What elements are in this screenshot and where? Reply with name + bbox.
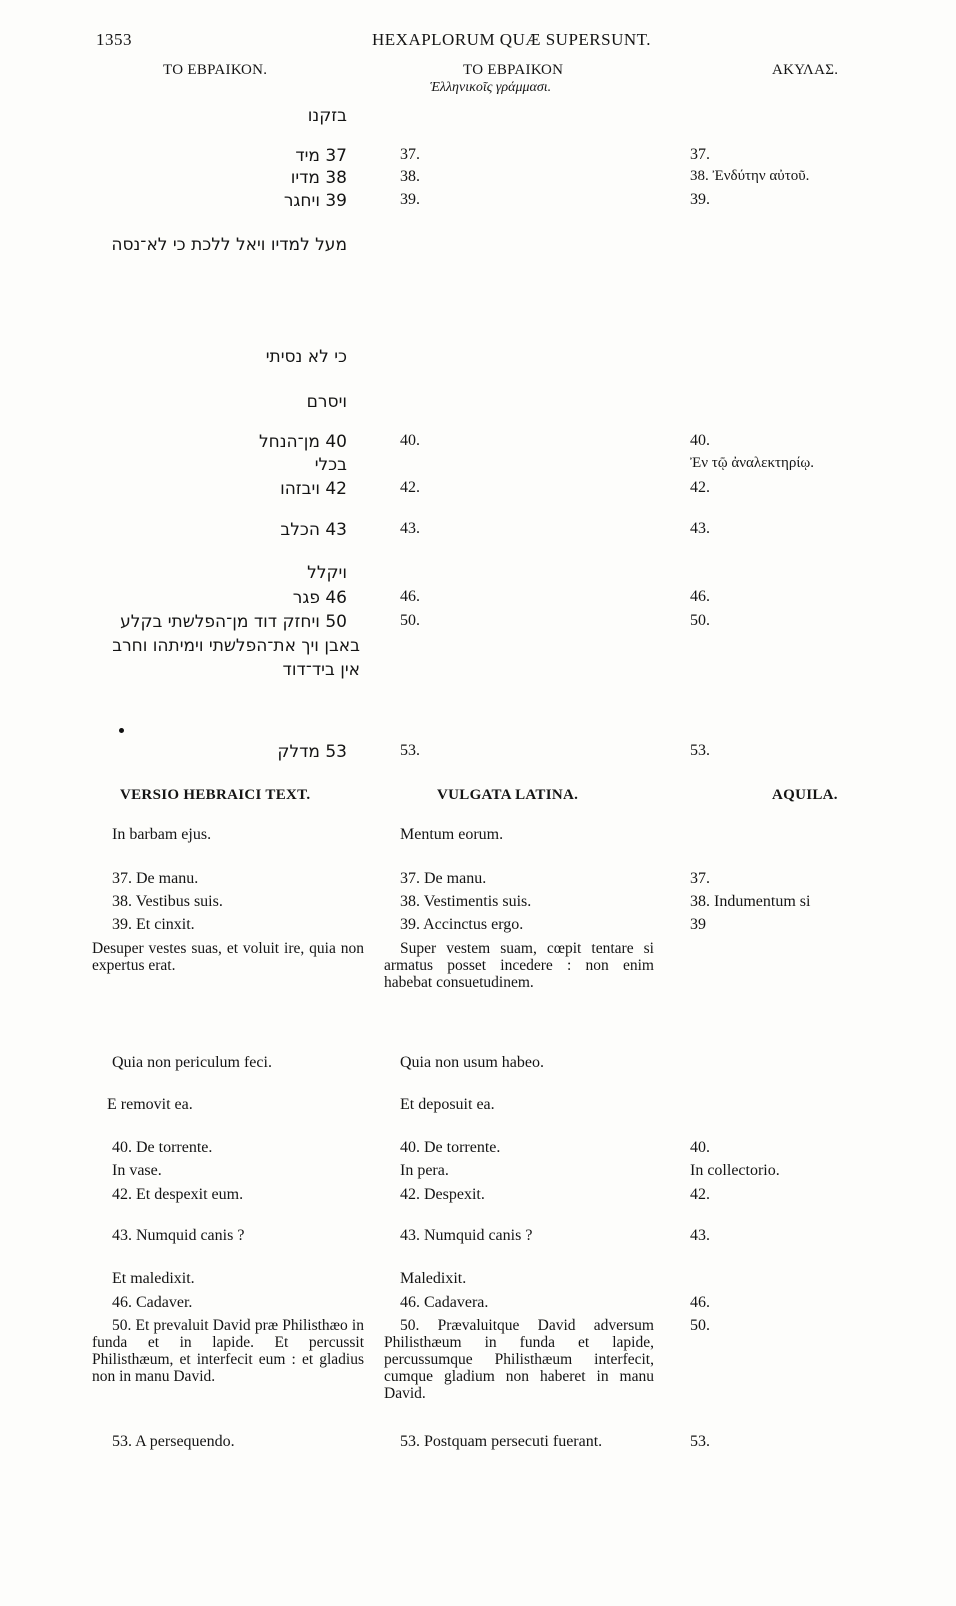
- versio-line: 43. Numquid canis ?: [112, 1227, 245, 1244]
- aquila-latin-line: 53.: [690, 1433, 710, 1450]
- vulgata-line: Super vestem suam, cœpit tentare si armatus posset incedere : non enim habebat consuetudinem.: [384, 940, 654, 991]
- aquila-latin-line: 42.: [690, 1186, 710, 1203]
- col-hebrew-title: ΤΟ ΕΒΡΑΙΚΟΝ.: [163, 62, 268, 78]
- translit-verse-number: 42.: [400, 479, 420, 496]
- hebrew-line: 50 ויחזק דוד מן־הפלשתי בקלע: [120, 612, 347, 632]
- hebrew-line: בכלי: [314, 455, 347, 475]
- translit-verse-number: 43.: [400, 520, 420, 537]
- aquila-latin-line: 37.: [690, 870, 710, 887]
- hebrew-line: כי לא נסיתי: [265, 347, 347, 367]
- translit-verse-number: 37.: [400, 146, 420, 163]
- vulgata-line: Mentum eorum.: [400, 826, 504, 843]
- aquila-latin-line: 43.: [690, 1227, 710, 1244]
- hebrew-line: ויקלל: [307, 563, 347, 583]
- ink-dot: [119, 728, 124, 733]
- vulgata-line: In pera.: [400, 1162, 449, 1179]
- hebrew-line: 53 מדלק: [277, 742, 347, 762]
- aquila-latin-line: 38. Indumentum si: [690, 893, 811, 910]
- translit-verse-number: 53.: [400, 742, 420, 759]
- versio-line: 53. A persequendo.: [112, 1433, 235, 1450]
- translit-verse-number: 46.: [400, 588, 420, 605]
- hebrew-line: 46 פגר: [292, 588, 347, 608]
- hebrew-line: 43 הכלב: [280, 520, 347, 540]
- aquila-latin-line: 50.: [690, 1317, 710, 1334]
- aquila-latin-line: 46.: [690, 1294, 710, 1311]
- versio-line: 42. Et despexit eum.: [112, 1186, 244, 1203]
- versio-line: In vase.: [112, 1162, 162, 1179]
- aquila-line: 38. Ἐνδύτην αὐτοῦ.: [690, 168, 810, 184]
- col-versio-title: VERSIO HEBRAICI TEXT.: [120, 787, 311, 803]
- translit-verse-number: 39.: [400, 191, 420, 208]
- vulgata-line: 42. Despexit.: [400, 1186, 485, 1203]
- vulgata-line: Quia non usum habeo.: [400, 1054, 544, 1071]
- hebrew-line: 39 ויחגר: [283, 191, 347, 211]
- hebrew-line: 42 ויבזהו: [280, 479, 347, 499]
- hebrew-line: בזקנו: [307, 106, 347, 126]
- translit-verse-number: 40.: [400, 432, 420, 449]
- aquila-latin-line: 39: [690, 916, 706, 933]
- running-title: HEXAPLORUM QUÆ SUPERSUNT.: [372, 30, 652, 49]
- aquila-line: 40.: [690, 432, 710, 449]
- versio-line: 37. De manu.: [112, 870, 199, 887]
- hebrew-line: 40 מן־הנחל: [258, 432, 347, 452]
- translit-verse-number: 50.: [400, 612, 420, 629]
- versio-line: Quia non periculum feci.: [112, 1054, 272, 1071]
- vulgata-line: 39. Accinctus ergo.: [400, 916, 524, 933]
- versio-line: 46. Cadaver.: [112, 1294, 193, 1311]
- versio-line: 38. Vestibus suis.: [112, 893, 223, 910]
- versio-line: 40. De torrente.: [112, 1139, 213, 1156]
- aquila-line: 39.: [690, 191, 710, 208]
- versio-line: Desuper vestes suas, et voluit ire, quia non expertus erat.: [92, 940, 364, 974]
- vulgata-line: 43. Numquid canis ?: [400, 1227, 533, 1244]
- vulgata-line: 40. De torrente.: [400, 1139, 501, 1156]
- versio-line: 39. Et cinxit.: [112, 916, 195, 933]
- hebrew-line: מעל למדיו ויאל ללכת כי לא־נסה: [111, 235, 347, 255]
- col-vulgata-title: VULGATA LATINA.: [437, 787, 579, 803]
- col-aquila-title: ΑΚΥΛΑΣ.: [772, 62, 839, 78]
- hebrew-line: ויסרם: [306, 392, 347, 412]
- aquila-latin-line: In collectorio.: [690, 1162, 780, 1179]
- aquila-line: 37.: [690, 146, 710, 163]
- vulgata-line: 37. De manu.: [400, 870, 487, 887]
- vulgata-line: 53. Postquam persecuti fuerant.: [400, 1433, 603, 1450]
- hebrew-line: 37 מיד: [295, 146, 347, 166]
- vulgata-line: 50. Prævaluitque David adversum Philisthæum in funda et lapide, percussumque Philisthæum interfecit, cumque gladium non haberet in manu David.: [384, 1317, 654, 1402]
- col-translit-title: ΤΟ ΕΒΡΑΙΚΟΝ: [463, 62, 564, 78]
- vulgata-line: Et deposuit ea.: [400, 1096, 495, 1113]
- aquila-line: 46.: [690, 588, 710, 605]
- hebrew-line: באבן ויך את־הפלשתי וימיתהו וחרב: [112, 636, 360, 656]
- aquila-line: 50.: [690, 612, 710, 629]
- hebrew-line: 38 מדיו: [290, 168, 347, 188]
- vulgata-line: 46. Cadavera.: [400, 1294, 489, 1311]
- versio-line: E removit ea.: [107, 1096, 193, 1113]
- hebrew-line: אין ביד־דוד: [282, 660, 360, 680]
- vulgata-line: 38. Vestimentis suis.: [400, 893, 532, 910]
- aquila-latin-line: 40.: [690, 1139, 710, 1156]
- page-number: 1353: [96, 30, 132, 49]
- aquila-line: 53.: [690, 742, 710, 759]
- col-translit-subtitle: Ἑλληνικοῖς γράμμασι.: [430, 80, 552, 95]
- versio-line: 50. Et prevaluit David præ Philisthæo in funda et in lapide. Et percussit Philisthæum, et interfecit eum : et gladius non in manu David.: [92, 1317, 364, 1385]
- vulgata-line: Maledixit.: [400, 1270, 467, 1287]
- col-aquila-latin-title: AQUILA.: [772, 787, 838, 803]
- versio-line: Et maledixit.: [112, 1270, 195, 1287]
- versio-line: In barbam ejus.: [112, 826, 212, 843]
- translit-verse-number: 38.: [400, 168, 420, 185]
- aquila-line: 42.: [690, 479, 710, 496]
- aquila-line: 43.: [690, 520, 710, 537]
- aquila-line: Ἐν τῷ ἀναλεκτηρίῳ.: [690, 455, 815, 471]
